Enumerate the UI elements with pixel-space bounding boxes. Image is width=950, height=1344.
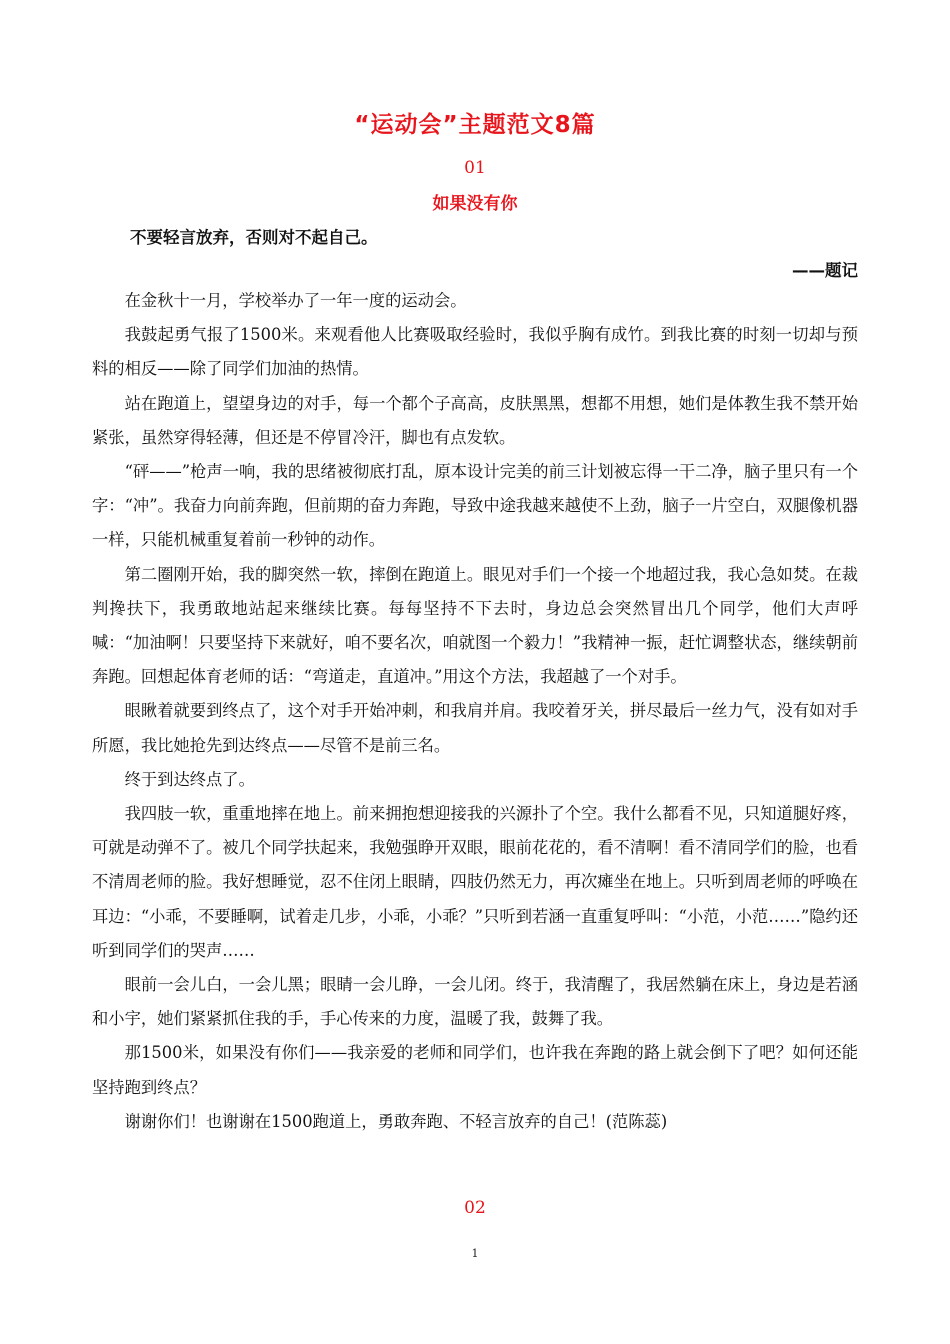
paragraph: 站在跑道上，望望身边的对手，每一个都个子高高，皮肤黑黑，想都不用想，她们是体教生我不禁开始紧张，虽然穿得轻薄，但还是不停冒冷汗，脚也有点发软。 [92,393,858,447]
article-1-title: 如果没有你 [432,194,518,214]
paragraph: 在金秋十一月，学校举办了一年一度的运动会。 [124,291,467,310]
article-1-epigraph: 不要轻言放弃，否则对不起自己。 [130,228,378,247]
page-number: 1 [471,1247,479,1260]
paragraph: 眼前一会儿白，一会儿黑；眼睛一会儿睁，一会儿闭。终于，我清醒了，我居然躺在床上，身边是若涵和小宇，她们紧紧抓住我的手，手心传来的力度，温暖了我，鼓舞了我。 [92,975,858,1029]
paragraph: 终于到达终点了。 [124,769,255,789]
paragraph: 谢谢你们！也谢谢在1500跑道上，勇敢奔跑、不轻言放弃的自己！(范陈蕊) [124,1111,668,1131]
paragraph: 那1500米，如果没有你们——我亲爱的老师和同学们，也许我在奔跑的路上就会倒下了吧？如何还能坚持跑到终点？ [92,1043,858,1097]
article-1-body [92,284,858,1139]
paragraph: 我鼓起勇气报了1500米。来观看他人比赛吸取经验时，我似乎胸有成竹。到我比赛的时刻一切却与预料的相反——除了同学们加油的热情。 [92,325,858,379]
article-1-number: 01 [464,158,486,178]
article-1-epigraph-sign: ——题记 [792,261,858,280]
document-title: “运动会”主题范文8篇 [354,112,596,138]
paragraph: 第二圈刚开始，我的脚突然一软，摔倒在跑道上。眼见对手们一个接一个地超过我，我心急如焚。在裁判搀扶下，我勇敢地站起来继续比赛。每每坚持不下去时，身边总会突然冒出几个同学，他们大声呼喊：“加油啊！只要坚持下来就好，咱不要名次，咱就图一个毅力！”我精神一振，赶忙调整状态，继续朝前奔跑。回想起体育老师的话：“弯道走，直道冲。”用这个方法，我超越了一个对手。 [92,564,858,687]
article-2-number: 02 [464,1198,486,1218]
paragraph: 我四肢一软，重重地摔在地上。前来拥抱想迎接我的兴源扑了个空。我什么都看不见，只知道腿好疼，可就是动弹不了。被几个同学扶起来，我勉强睁开双眼，眼前花花的，看不清啊！看不清同学们的脸，也看不清周老师的脸。我好想睡觉，忍不住闭上眼睛，四肢仍然无力，再次瘫坐在地上。只听到周老师的呼唤在耳边：“小乖，不要睡啊，试着走几步，小乖，小乖？”只听到若涵一直重复呼叫：“小范，小范……”隐约还听到同学们的哭声…… [92,804,858,960]
paragraph: 眼瞅着就要到终点了，这个对手开始冲刺，和我肩并肩。我咬着牙关，拼尽最后一丝力气，没有如对手所愿，我比她抢先到达终点——尽管不是前三名。 [92,701,858,755]
paragraph: “砰——”枪声一响，我的思绪被彻底打乱，原本设计完美的前三计划被忘得一干二净，脑子里只有一个字：“冲”。我奋力向前奔跑，但前期的奋力奔跑，导致中途我越来越使不上劲，脑子一片空白，双腿像机器一样，只能机械重复着前一秒钟的动作。 [92,462,858,550]
